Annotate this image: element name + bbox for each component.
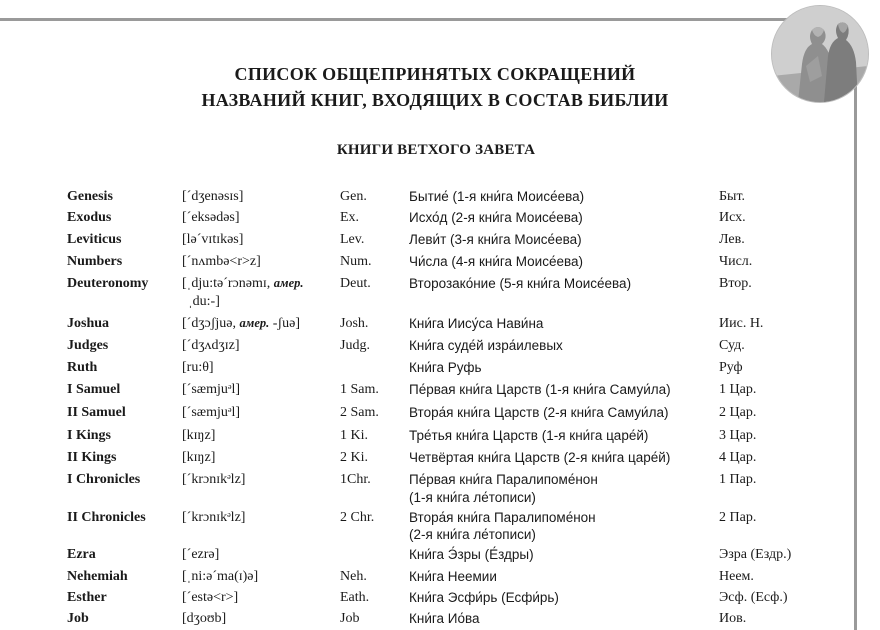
book-name-ru: Исхо́д (2-я кни́га Моисе́ева)	[409, 210, 583, 225]
book-name-ru: Четвёртая кни́га Царств (2-я кни́га царе́й)	[409, 450, 671, 465]
book-transcription: [ˊnʌmbə<r>z]	[182, 254, 261, 269]
book-abbr-ru: 1 Цар.	[719, 382, 757, 397]
book-name-en: Esther	[67, 590, 107, 605]
book-abbr-ru: 4 Цар.	[719, 450, 757, 465]
document-title-line-1: СПИСОК ОБЩЕПРИНЯТЫХ СОКРАЩЕНИЙ	[234, 64, 636, 84]
book-name-ru: Леви́т (3-я кни́га Моисе́ева)	[409, 232, 582, 247]
book-name-ru: Пе́рвая кни́га Паралипоме́нон	[409, 472, 598, 487]
book-abbr-en: 1 Sam.	[340, 382, 379, 397]
right-rule	[854, 85, 857, 630]
book-abbr-en: Ex.	[340, 210, 360, 225]
book-name-ru: Кни́га суде́й изра́илевых	[409, 338, 563, 353]
book-abbr-ru: Числ.	[719, 254, 753, 269]
top-rule	[0, 18, 805, 21]
book-abbr-en: Neh.	[340, 569, 367, 584]
book-abbr-ru: Эзра (Ездр.)	[719, 547, 792, 562]
book-abbr-ru: 1 Пар.	[719, 472, 757, 487]
book-transcription: [ˊsæmjuᵊl]	[182, 382, 241, 397]
book-transcription: [ˌdju:təˊrɔnəmɪ, амер.	[182, 276, 304, 291]
book-abbr-en: 2 Chr.	[340, 510, 375, 525]
book-name-ru: Тре́тья кни́га Царств (1-я кни́га царе́й)	[409, 428, 649, 443]
book-name-ru: Чи́сла (4-я кни́га Моисе́ева)	[409, 254, 584, 269]
book-abbr-ru: 2 Пар.	[719, 510, 757, 525]
book-transcription: [ˊestə<r>]	[182, 590, 239, 605]
book-abbr-ru: Суд.	[719, 338, 745, 353]
book-name-ru: Пе́рвая кни́га Царств (1-я кни́га Самуи́ла)	[409, 382, 671, 397]
book-name-en: I Samuel	[67, 382, 121, 397]
book-transcription: [dʒoʊb]	[182, 611, 227, 626]
book-name-ru: Второзако́ние (5-я кни́га Моисе́ева)	[409, 276, 632, 291]
book-abbr-ru: Руф	[719, 360, 743, 375]
book-transcription: [ˊezrə]	[182, 547, 220, 562]
book-abbr-ru: Втор.	[719, 276, 752, 291]
book-abbr-en: Lev.	[340, 232, 365, 247]
book-name-ru-cont: (2-я кни́га ле́тописи)	[409, 527, 536, 542]
book-name-ru: Втора́я кни́га Паралипоме́нон	[409, 510, 596, 525]
book-name-en: Ezra	[67, 547, 96, 562]
book-name-en: Joshua	[67, 316, 110, 331]
book-abbr-ru: Иов.	[719, 611, 747, 626]
book-abbr-en: Deut.	[340, 276, 371, 291]
book-abbr-ru: 2 Цар.	[719, 405, 757, 420]
book-name-en: Job	[67, 611, 89, 626]
book-transcription: [ˊdʒʌdʒɪz]	[182, 338, 240, 353]
book-abbr-en: 2 Ki.	[340, 450, 368, 465]
book-abbr-ru: Лев.	[719, 232, 745, 247]
book-transcription: [ˊkrɔnɪkᵊlz]	[182, 472, 246, 487]
book-abbr-en: Gen.	[340, 189, 367, 204]
book-name-en: I Chronicles	[67, 472, 141, 487]
book-abbr-ru: Быт.	[719, 189, 746, 204]
book-name-en: I Kings	[67, 428, 111, 443]
book-name-en: II Samuel	[67, 405, 126, 420]
usage-note: амер.	[273, 276, 304, 290]
book-abbr-en: Judg.	[340, 338, 370, 353]
book-abbr-ru: Иис. Н.	[719, 316, 764, 331]
document-title-line-2: НАЗВАНИЙ КНИГ, ВХОДЯЩИХ В СОСТАВ БИБЛИИ	[201, 90, 669, 110]
book-name-en: Nehemiah	[67, 569, 128, 584]
book-name-ru-cont: (1-я кни́га ле́тописи)	[409, 490, 536, 505]
book-transcription: [ˊdʒɔʃjuə, амер. -ʃuə]	[182, 316, 300, 331]
book-name-en: II Chronicles	[67, 510, 146, 525]
book-name-ru: Кни́га Иису́са Нави́на	[409, 316, 544, 331]
book-name-ru: Кни́га Неемии	[409, 569, 497, 584]
book-name-en: II Kings	[67, 450, 117, 465]
book-transcription: [ˊeksədəs]	[182, 210, 240, 225]
book-transcription: [kɪŋz]	[182, 428, 216, 443]
book-abbr-en: 2 Sam.	[340, 405, 379, 420]
usage-note: амер.	[239, 316, 270, 330]
book-name-ru: Втора́я кни́га Царств (2-я кни́га Самуи́ла)	[409, 405, 669, 420]
book-abbr-ru: Эсф. (Есф.)	[719, 590, 788, 605]
book-name-en: Judges	[67, 338, 109, 353]
book-transcription: [ˊsæmjuᵊl]	[182, 405, 241, 420]
book-abbr-en: Job	[340, 611, 360, 626]
book-name-en: Genesis	[67, 189, 113, 204]
book-name-en: Deuteronomy	[67, 276, 149, 291]
book-transcription-cont: ˌdu:-]	[188, 294, 220, 309]
book-transcription: [ru:θ]	[182, 360, 214, 375]
book-name-en: Leviticus	[67, 232, 122, 247]
book-transcription: [ˊdʒenəsɪs]	[182, 189, 244, 204]
book-abbr-en: Eath.	[340, 590, 370, 605]
book-name-en: Exodus	[67, 210, 112, 225]
book-name-en: Ruth	[67, 360, 98, 375]
book-transcription: [kɪŋz]	[182, 450, 216, 465]
book-name-ru: Кни́га Ио́ва	[409, 611, 480, 626]
book-abbr-ru: 3 Цар.	[719, 428, 757, 443]
book-name-ru: Бытие́ (1-я кни́га Моисе́ева)	[409, 189, 585, 204]
statue-photo-icon	[772, 6, 868, 102]
book-name-ru: Кни́га Эсфи́рь (Есфи́рь)	[409, 590, 559, 605]
book-name-ru: Кни́га Руфь	[409, 360, 482, 375]
section-subtitle: КНИГИ ВЕТХОГО ЗАВЕТА	[336, 142, 536, 158]
book-transcription: [ˌni:əˊma(ɪ)ə]	[182, 569, 259, 584]
book-transcription: [ˊkrɔnɪkᵊlz]	[182, 510, 246, 525]
book-name-ru: Кни́га Э́зры (Е́здры)	[409, 547, 534, 562]
book-abbr-en: 1Chr.	[340, 472, 371, 487]
book-name-en: Numbers	[67, 254, 123, 269]
book-abbr-ru: Исх.	[719, 210, 746, 225]
book-abbr-en: 1 Ki.	[340, 428, 368, 443]
book-abbr-ru: Неем.	[719, 569, 754, 584]
book-abbr-en: Josh.	[340, 316, 369, 331]
book-abbr-en: Num.	[340, 254, 372, 269]
book-transcription: [ləˊvɪtɪkəs]	[182, 232, 244, 247]
